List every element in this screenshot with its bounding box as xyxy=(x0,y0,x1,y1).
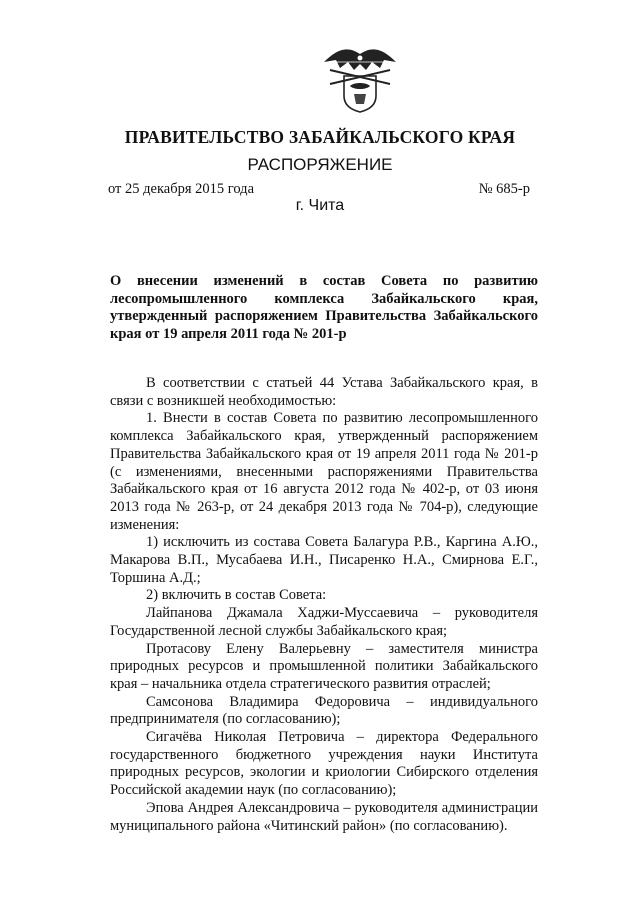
zabaikalsky-coat-of-arms-icon xyxy=(320,40,400,114)
body-paragraph: 1. Внести в состав Совета по развитию лесопромышленного комплекса Забайкальского края, утвержденный распоряжением Правительства Забайкальского края от 19 апреля 2011 года № 201-р (с изменениями, внесенными распоряжениями Правительства Забайкальского края от 16 августа 2012 года № 402-р, от 03 июня 2013 года № 263-р, от 24 декабря 2013 года № 704-р), следующие изменения: xyxy=(110,410,538,533)
document-subject: О внесении изменений в состав Совета по развитию лесопромышленного комплекса Забайкальского края, утвержденный распоряжением Правительства Забайкальского края от 19 апреля 2011 года № 201-р xyxy=(110,273,538,342)
document-body xyxy=(110,375,538,835)
body-paragraph: Сигачёва Николая Петровича – директора Федерального государственного бюджетного учреждения науки Института природных ресурсов, экологии и криологии Сибирского отделения Российской академии наук (по согласованию); xyxy=(110,729,538,799)
document-type: РАСПОРЯЖЕНИЕ xyxy=(247,155,393,174)
body-paragraph: Самсонова Владимира Федоровича – индивидуального предпринимателя (по согласованию); xyxy=(110,693,538,728)
body-paragraph: Эпова Андрея Александровича – руководителя администрации муниципального района «Читинский район» (по согласованию). xyxy=(110,799,538,834)
document-city: г. Чита xyxy=(295,197,345,214)
government-title: ПРАВИТЕЛЬСТВО ЗАБАЙКАЛЬСКОГО КРАЯ xyxy=(124,127,516,147)
body-paragraph: 2) включить в состав Совета: xyxy=(146,587,327,604)
body-paragraph: Лайпанова Джамала Хаджи-Муссаевича – руководителя Государственной лесной службы Забайкальского края; xyxy=(110,605,538,639)
body-paragraph: В соответствии с статьей 44 Устава Забайкальского края, в связи с возникшей необходимостью: xyxy=(110,375,538,409)
body-paragraph: Протасову Елену Валерьевну – заместителя министра природных ресурсов и промышленной политики Забайкальского края – начальника отдела стратегического развития отраслей; xyxy=(110,640,538,692)
document-number: № 685-р xyxy=(478,181,530,197)
document-date: от 25 декабря 2015 года xyxy=(108,181,254,197)
body-paragraph: 1) исключить из состава Совета Балагура Р.В., Каргина А.Ю., Макарова В.П., Мусабаева И.Н., Писаренко Н.А., Смирнова Е.Г., Торшина А.Д.; xyxy=(110,534,538,586)
